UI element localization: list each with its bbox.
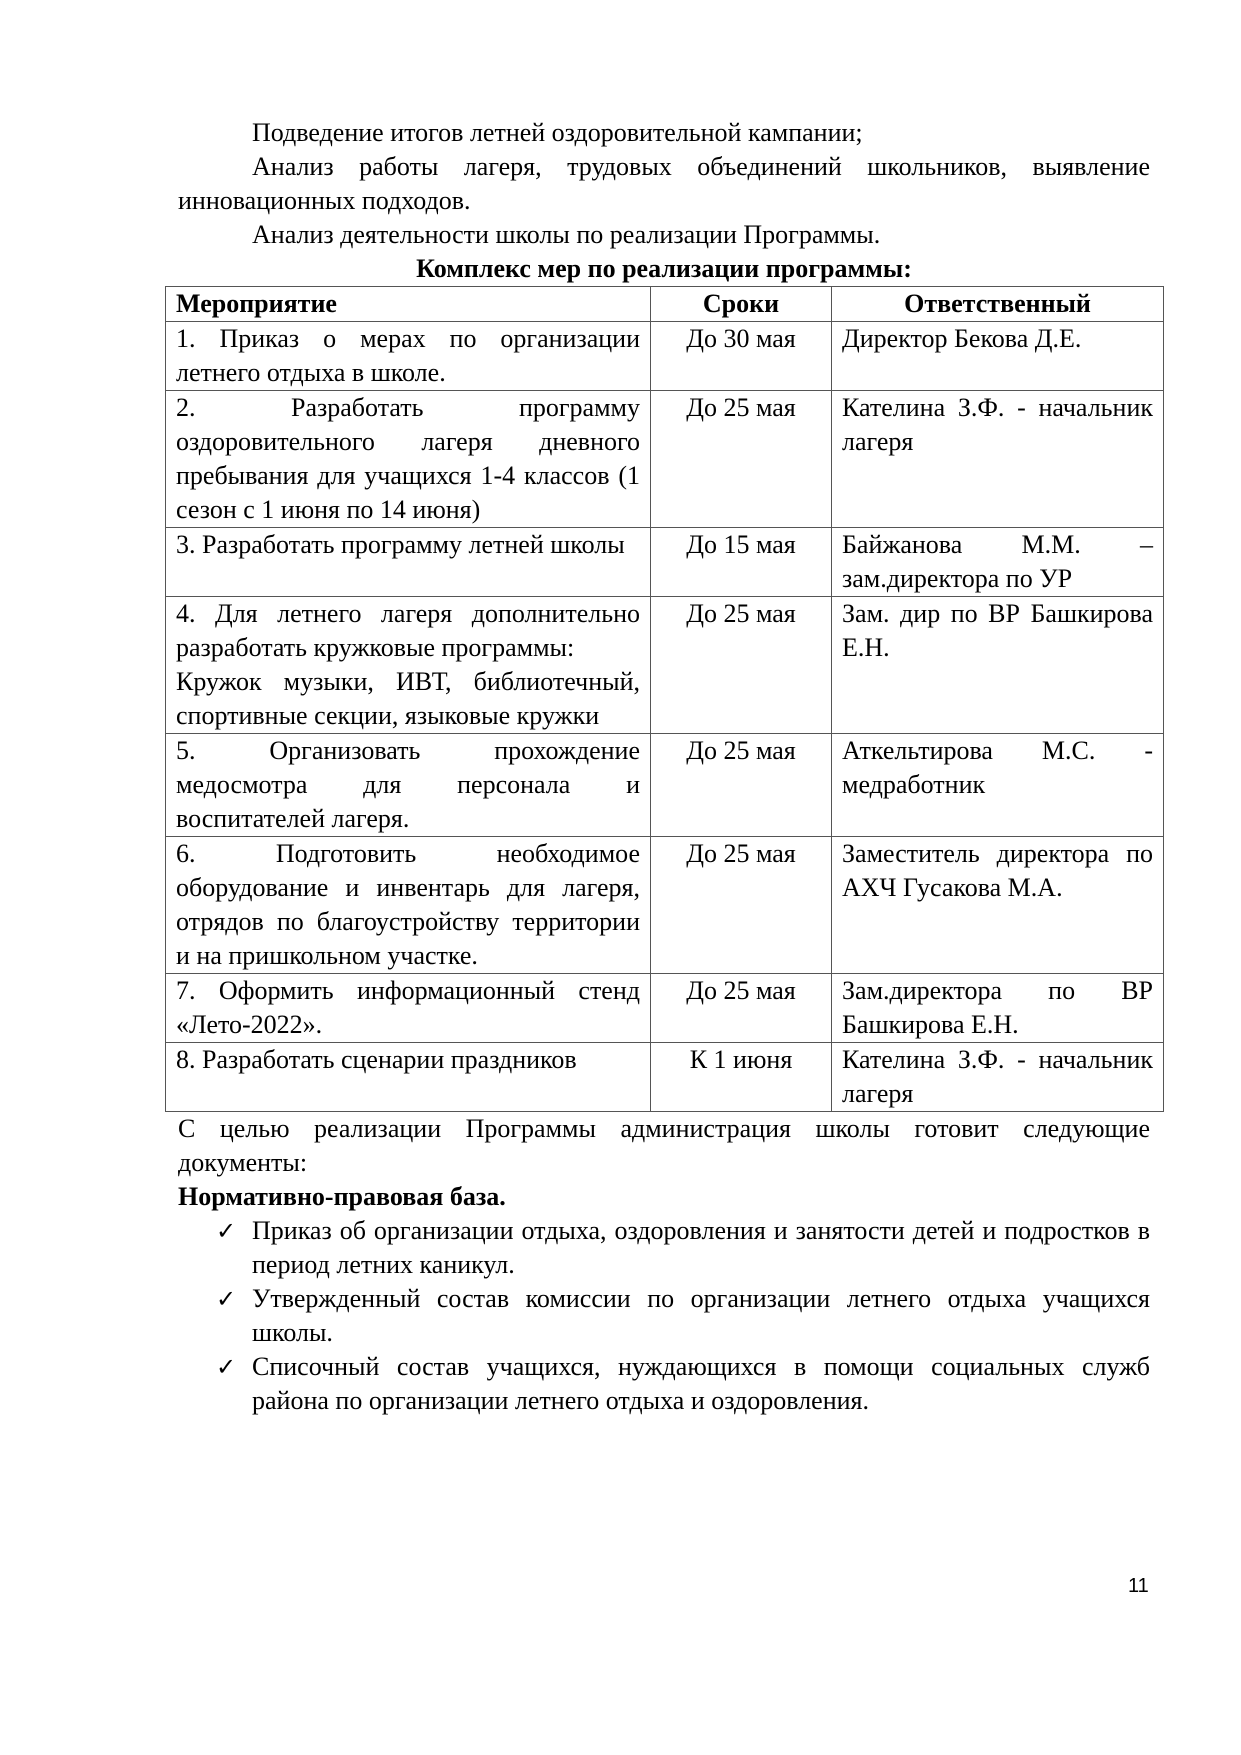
cell-term: До 25 мая xyxy=(651,974,832,1043)
cell-event: 5. Организовать прохождение медосмотра для персонала и воспитателей лагеря. xyxy=(166,734,651,837)
cell-term: До 25 мая xyxy=(651,597,832,734)
intro-paragraph: Подведение итогов летней оздоровительной кампании; xyxy=(252,118,863,147)
table-row xyxy=(166,391,1164,528)
cell-responsible: Зам. дир по ВР Башкирова Е.Н. xyxy=(832,597,1164,734)
measures-table xyxy=(165,286,1164,1112)
table-row xyxy=(166,974,1164,1043)
list-item xyxy=(216,1214,1150,1282)
column-header-responsible: Ответственный xyxy=(832,287,1164,322)
list-item-text: Утвержденный состав комиссии по организации летнего отдыха учащихся школы. xyxy=(252,1284,1150,1347)
list-item xyxy=(216,1282,1150,1350)
cell-event-extra: Кружок музыки, ИВТ, библиотечный, спортивные секции, языковые кружки xyxy=(176,667,640,730)
table-row xyxy=(166,837,1164,974)
cell-responsible: Директор Бекова Д.Е. xyxy=(832,322,1164,391)
list-item-text: Списочный состав учащихся, нуждающихся в помощи социальных служб района по организации летнего отдыха и оздоровления. xyxy=(252,1352,1150,1415)
intro-paragraph: Анализ работы лагеря, трудовых объединений школьников, выявление инновационных подходов. xyxy=(178,152,1150,215)
cell-term: До 15 мая xyxy=(651,528,832,597)
after-table-paragraph: С целью реализации Программы администрация школы готовит следующие документы: xyxy=(178,1114,1150,1177)
list-item xyxy=(216,1350,1150,1418)
cell-term: До 25 мая xyxy=(651,391,832,528)
checkmark-icon: ✓ xyxy=(216,1285,237,1313)
cell-term: До 25 мая xyxy=(651,734,832,837)
cell-event xyxy=(166,597,651,734)
cell-event: 7. Оформить информационный стенд «Лето-2022». xyxy=(166,974,651,1043)
column-header-term: Сроки xyxy=(651,287,832,322)
cell-term: До 30 мая xyxy=(651,322,832,391)
cell-event-main: 4. Для летнего лагеря дополнительно разработать кружковые программы: xyxy=(176,599,640,662)
cell-term: До 25 мая xyxy=(651,837,832,974)
table-row xyxy=(166,1043,1164,1112)
table-row xyxy=(166,734,1164,837)
cell-responsible: Аткельтирова М.С. - медработник xyxy=(832,734,1164,837)
cell-responsible: Кателина З.Ф. - начальник лагеря xyxy=(832,391,1164,528)
document-page xyxy=(176,116,1153,1418)
cell-event: 3. Разработать программу летней школы xyxy=(166,528,651,597)
checkmark-icon: ✓ xyxy=(216,1217,237,1245)
cell-term: К 1 июня xyxy=(651,1043,832,1112)
cell-responsible: Байжанова М.М. – зам.директора по УР xyxy=(832,528,1164,597)
cell-responsible: Кателина З.Ф. - начальник лагеря xyxy=(832,1043,1164,1112)
column-header-event: Мероприятие xyxy=(166,287,651,322)
cell-event: 2. Разработать программу оздоровительного лагеря дневного пребывания для учащихся 1-4 классов (1 сезон с 1 июня по 14 июня) xyxy=(166,391,651,528)
page-number: 11 xyxy=(1128,1575,1149,1597)
cell-event: 6. Подготовить необходимое оборудование и инвентарь для лагеря, отрядов по благоустройству территории и на пришкольном участке. xyxy=(166,837,651,974)
table-row xyxy=(166,597,1164,734)
cell-event: 8. Разработать сценарии праздников xyxy=(166,1043,651,1112)
checkmark-icon: ✓ xyxy=(216,1353,237,1381)
table-row xyxy=(166,528,1164,597)
legal-base-list xyxy=(178,1214,1150,1418)
legal-base-heading: Нормативно-правовая база. xyxy=(178,1182,506,1211)
cell-responsible: Зам.директора по ВР Башкирова Е.Н. xyxy=(832,974,1164,1043)
table-title: Комплекс мер по реализации программы: xyxy=(416,254,912,283)
list-item-text: Приказ об организации отдыха, оздоровления и занятости детей и подростков в период летних каникул. xyxy=(252,1216,1150,1279)
table-row xyxy=(166,322,1164,391)
cell-event: 1. Приказ о мерах по организации летнего отдыха в школе. xyxy=(166,322,651,391)
cell-responsible: Заместитель директора по АХЧ Гусакова М.А. xyxy=(832,837,1164,974)
intro-paragraph: Анализ деятельности школы по реализации Программы. xyxy=(252,220,881,249)
table-header-row xyxy=(166,287,1164,322)
